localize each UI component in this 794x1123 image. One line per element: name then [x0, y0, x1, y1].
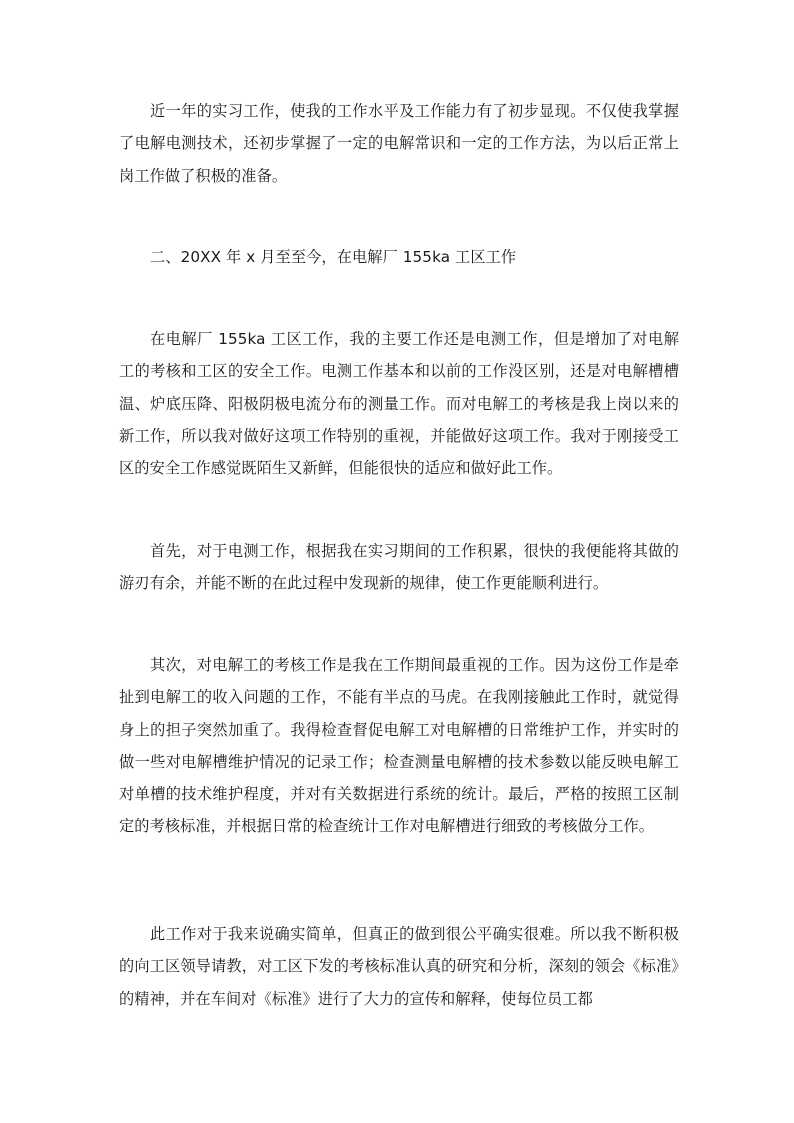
- section-heading: 二、20XX 年 x 月至至今，在电解厂 155ka 工区工作: [150, 248, 517, 266]
- paragraph-fairness: 此工作对于我来说确实简单，但真正的做到很公平确实很难。所以我不断积极的向工区领导请教，对工区下发的考核标准认真的研究和分析，深刻的领会《标准》的精神，并在车间对《标准》进行了大力的宣传和解释，使每位员工都: [119, 925, 679, 1008]
- paragraph-first: 首先，对于电测工作，根据我在实习期间的工作积累，很快的我便能将其做的游刃有余，并能不断的在此过程中发现新的规律，使工作更能顺利进行。: [119, 542, 679, 593]
- paragraph-155ka-work: 在电解厂 155ka 工区工作，我的主要工作还是电测工作，但是增加了对电解工的考核和工区的安全工作。电测工作基本和以前的工作没区别，还是对电解槽槽温、炉底压降、阳极阴极电流分布的测量工作。而对电解工的考核是我上岗以来的新工作，所以我对做好这项工作特别的重视，并能做好这项工作。我对于刚接受工区的安全工作感觉既陌生又新鲜，但能很快的适应和做好此工作。: [119, 330, 679, 478]
- paragraph-internship-summary: 近一年的实习工作，使我的工作水平及工作能力有了初步显现。不仅使我掌握了电解电测技术，还初步掌握了一定的电解常识和一定的工作方法，为以后正常上岗工作做了积极的准备。: [119, 102, 679, 185]
- paragraph-second: 其次，对电解工的考核工作是我在工作期间最重视的工作。因为这份工作是牵扯到电解工的收入问题的工作，不能有半点的马虎。在我刚接触此工作时，就觉得身上的担子突然加重了。我得检查督促电解工对电解槽的日常维护工作，并实时的做一些对电解槽维护情况的记录工作；检查测量电解槽的技术参数以能反映电解工对单槽的技术维护程度，并对有关数据进行系统的统计。最后，严格的按照工区制定的考核标准，并根据日常的检查统计工作对电解槽进行细致的考核做分工作。: [119, 656, 679, 836]
